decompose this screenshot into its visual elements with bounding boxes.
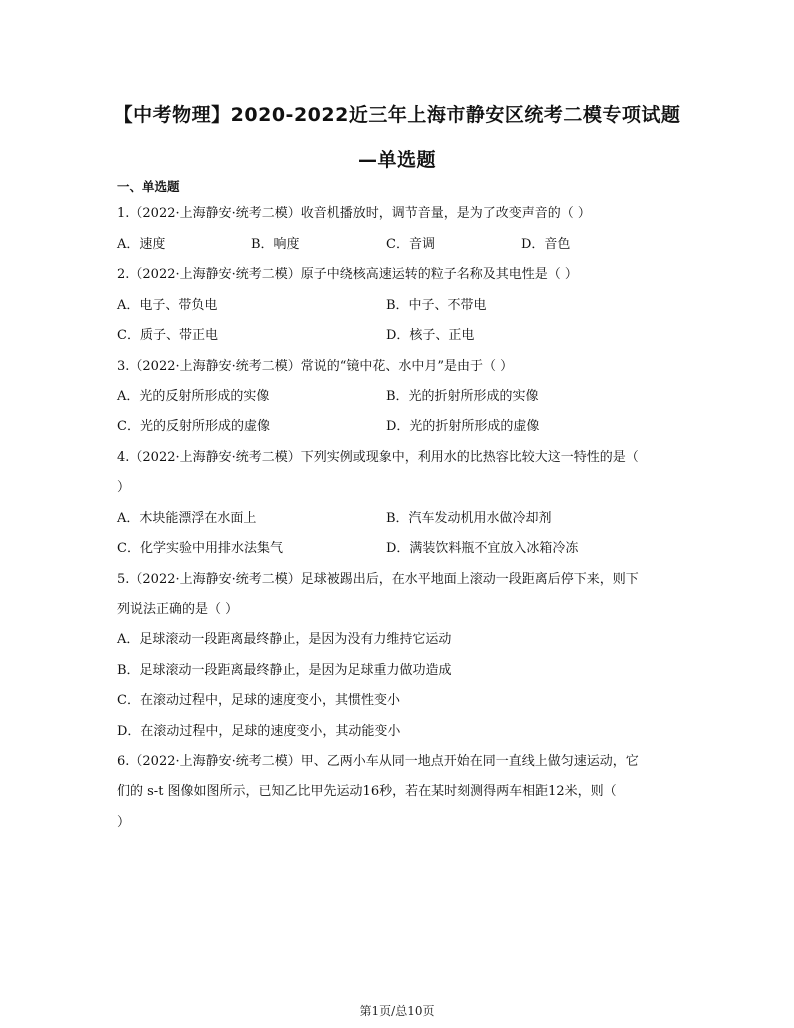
question-6-stem: 6.（2022·上海静安·统考二模）甲、乙两小车从同一地点开始在同一直线上做匀速运动，它 [117,754,639,769]
q1-option-b: B．响度 [251,237,300,252]
q1-option-c: C．音调 [386,237,435,252]
question-5-stem-cont: 列说法正确的是（ ） [117,602,239,617]
q1-option-d: D．音色 [521,237,571,252]
question-2-stem: 2.（2022·上海静安·统考二模）原子中绕核高速运转的粒子名称及其电性是（ ） [117,267,578,282]
question-3-stem: 3.（2022·上海静安·统考二模）常说的“镜中花、水中月”是由于（ ） [117,359,514,374]
q3-option-c: C．光的反射所形成的虚像 [117,419,270,434]
q4-option-d: D．满装饮料瓶不宜放入冰箱冷冻 [386,541,579,556]
q5-option-a: A．足球滚动一段距离最终静止，是因为没有力维持它运动 [117,632,452,647]
page-footer: 第1页/总10页 [359,1004,435,1018]
q1-option-a: A．速度 [117,237,166,252]
q5-option-c: C．在滚动过程中，足球的速度变小，其惯性变小 [117,693,400,708]
question-6-stem-end: ） [117,815,131,830]
q3-option-b: B．光的折射所形成的实像 [386,389,539,404]
q4-option-a: A．木块能漂浮在水面上 [117,511,257,526]
q2-option-c: C．质子、带正电 [117,328,218,343]
question-6-stem-cont: 们的 s-t 图像如图所示，已知乙比甲先运动16秒，若在某时刻测得两车相距12米，则（ [117,784,617,799]
q2-option-d: D．核子、正电 [386,328,475,343]
question-4-stem-cont: ） [117,480,131,495]
page-subtitle: —单选题 [357,149,436,171]
q5-option-b: B．足球滚动一段距离最终静止，是因为足球重力做功造成 [117,663,452,678]
q3-option-a: A．光的反射所形成的实像 [117,389,270,404]
q3-option-d: D．光的折射所形成的虚像 [386,419,540,434]
q2-option-b: B．中子、不带电 [386,298,487,313]
q2-option-a: A．电子、带负电 [117,298,218,313]
section-heading: 一、单选题 [117,179,180,194]
q5-option-d: D．在滚动过程中，足球的速度变小，其动能变小 [117,724,401,739]
question-1-stem: 1.（2022·上海静安·统考二模）收音机播放时，调节音量，是为了改变声音的（ ） [117,206,591,221]
page-title: 【中考物理】2020-2022近三年上海市静安区统考二模专项试题 [113,104,681,126]
question-4-stem: 4.（2022·上海静安·统考二模）下列实例或现象中，利用水的比热容比较大这一特性的是（ [117,450,639,465]
q4-option-b: B．汽车发动机用水做冷却剂 [386,511,552,526]
question-5-stem: 5.（2022·上海静安·统考二模）足球被踢出后，在水平地面上滚动一段距离后停下来，则下 [117,572,639,587]
q4-option-c: C．化学实验中用排水法集气 [117,541,283,556]
